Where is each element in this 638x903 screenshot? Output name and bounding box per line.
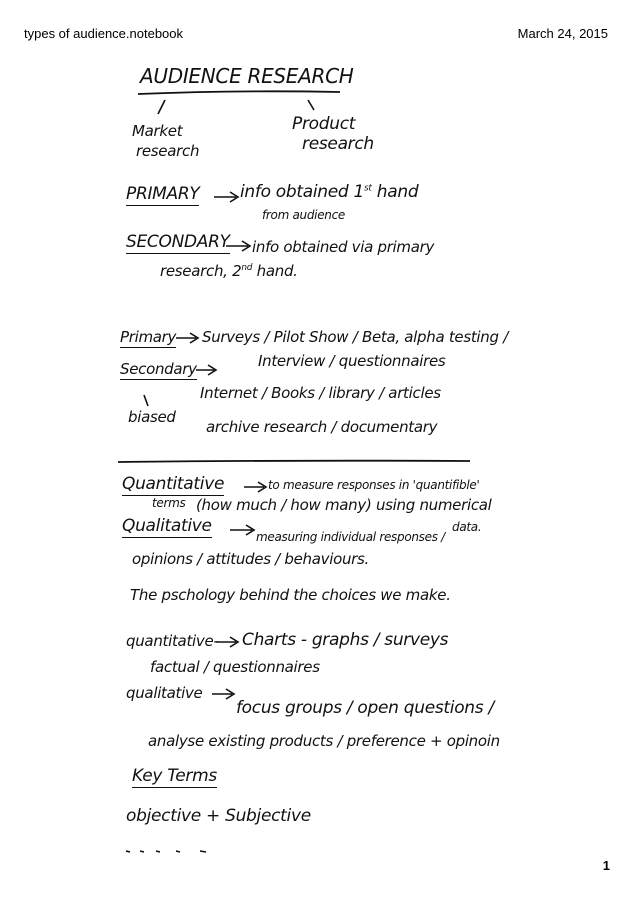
key-terms-heading: Key Terms — [132, 766, 217, 786]
primary2-text: Surveys / Pilot Show / Beta, alpha testing / — [202, 328, 508, 346]
quant2-text: Charts - graphs / surveys — [242, 630, 449, 650]
quant-line2: (how much / how many) using numerical — [196, 496, 492, 514]
qual2-arrow — [212, 689, 234, 699]
primary-text: info obtained 1 — [240, 182, 365, 202]
notebook-date: March 24, 2015 — [517, 26, 608, 41]
primary-sup: st — [364, 183, 372, 194]
title-underline — [138, 91, 340, 94]
trailing-marks — [126, 851, 206, 852]
secondary-label: SECONDARY — [126, 232, 230, 252]
primary2-arrow — [176, 333, 198, 343]
section-divider — [118, 461, 470, 462]
primary2-line2: Interview / questionnaires — [258, 352, 446, 370]
quant2-line2: factual / questionnaires — [150, 658, 320, 676]
notes-title: AUDIENCE RESEARCH — [140, 64, 354, 88]
qual-line2: opinions / attitudes / behaviours. — [132, 550, 370, 568]
notebook-filename: types of audience.notebook — [24, 26, 184, 41]
qual-label: Qualitative — [122, 516, 212, 536]
branch-right-line2: research — [302, 134, 374, 154]
quant-line3: data. — [452, 520, 482, 534]
primary-sub: from audience — [262, 208, 345, 222]
secondary2-label: Secondary — [120, 360, 197, 378]
primary-arrow — [214, 192, 238, 202]
secondary-line2 — [160, 262, 298, 280]
quant-label: Quantitative — [122, 474, 225, 494]
secondary2-text: Internet / Books / library / articles — [200, 384, 441, 402]
quant-arrow — [244, 482, 266, 492]
primary-text-end: hand — [371, 182, 419, 202]
primary-label: PRIMARY — [126, 184, 200, 204]
biased-tick — [144, 395, 148, 406]
secondary2-arrow — [196, 365, 216, 375]
branch-right-line1: Product — [292, 114, 356, 134]
secondary-text: info obtained via primary — [252, 238, 435, 256]
qual-text: measuring individual responses / — [256, 530, 445, 544]
qual2-label: qualitative — [126, 684, 203, 702]
qual2-line2: analyse existing products / preference + opinoin — [148, 732, 500, 750]
quant2-arrow — [216, 637, 238, 647]
secondary-line2-text: research, 2 — [160, 262, 242, 280]
branch-tick-right — [308, 100, 314, 110]
quant-sub: terms — [152, 496, 186, 510]
biased-label: biased — [128, 408, 176, 426]
primary-definition — [240, 182, 418, 202]
qual-arrow — [230, 525, 254, 535]
secondary-line2-end: hand. — [252, 262, 298, 280]
primary2-label: Primary — [120, 328, 177, 346]
qual2-text: focus groups / open questions / — [236, 698, 494, 718]
secondary-sup: nd — [241, 263, 253, 273]
objective-subjective: objective + Subjective — [126, 806, 311, 826]
secondary2-line2: archive research / documentary — [206, 418, 438, 436]
branch-left-line2: research — [136, 142, 200, 160]
quant2-label: quantitative- — [126, 632, 219, 650]
quant-text: to measure responses in 'quantifible' — [268, 478, 480, 492]
branch-tick-left — [158, 100, 165, 114]
page-number: 1 — [602, 858, 610, 873]
branch-left-line1: Market — [132, 122, 183, 140]
qual-line3: The pschology behind the choices we make. — [130, 586, 451, 604]
